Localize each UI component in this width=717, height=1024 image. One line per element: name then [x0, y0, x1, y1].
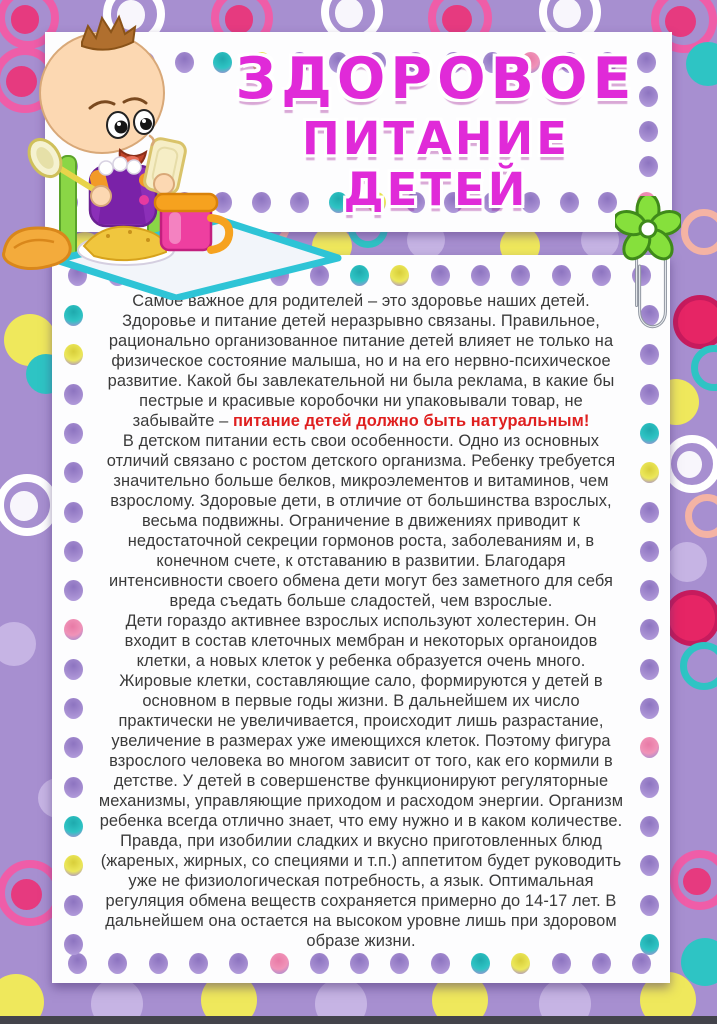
punched-hole — [350, 953, 369, 974]
punched-hole — [64, 855, 83, 876]
punched-hole — [640, 423, 659, 444]
punched-hole — [64, 580, 83, 601]
accent-text: питание детей должно быть натуральным! — [233, 412, 590, 430]
text-run: Дети гораздо активнее взрослых используют холестерин. Он входит в состав клеточных мембран и некоторых органоидов клетки, а новых клеток у ребенка образуется очень много. Жировые клетки, составляющие сало, формируются у детей в основном в первые годы жизни. В дальнейшем их число практически не увеличивается, происходит лишь разрастание, увеличение в размерах уже имеющихся клеток. Поэтому фигура взрослого человека во многом зависит от того, как его кормили в детстве. У детей в совершенстве функционируют регуляторные механизмы, управляющие приходом и расходом энергии. Организм ребенка всегда отлично знает, что ему нужно и в каком количестве. Правда, при изобилии сладких и вкусно приготовленных блюд (жареных, жирных, со специями и т.п.) аппетитом будет руководить уже не физиологическая потребность, а язык. Оптимальная регуляция обмена веществ сохраняется примерно до 14-17 лет. В дальнейшем она остается на высоком уровне лишь при здоровом образе жизни. — [98, 612, 624, 949]
punched-hole — [552, 265, 571, 286]
punched-hole — [640, 737, 659, 758]
background-dot — [667, 542, 707, 582]
punched-hole — [64, 541, 83, 562]
punched-hole — [431, 265, 450, 286]
punched-hole — [640, 502, 659, 523]
text-run: В детском питании есть свои особенности. Одно из основных отличий связано с ростом детского организма. Ребенку требуется значительно больше белков, микроэлементов и витаминов, чем взрослому. Здоровые дети, в отличие от большинства взрослых, весьма подвижны. Ограничение в движениях приводит к недостаточной секреции гормонов роста, заболеваниям и, в конечном счете, к отставанию в развитии. Благодаря интенсивности своего обмена дети могут без заметного для себя вреда съедать больше сладостей, чем взрослые. — [106, 432, 616, 610]
punched-hole — [64, 934, 83, 955]
punched-hole — [640, 698, 659, 719]
punched-hole — [64, 423, 83, 444]
background-dot — [686, 42, 717, 86]
punched-hole — [431, 953, 450, 974]
punched-hole — [350, 265, 369, 286]
punched-hole — [64, 777, 83, 798]
punched-hole — [310, 953, 329, 974]
poster-title-line1: ЗДОРОВОЕ — [235, 46, 637, 112]
punched-hole — [390, 953, 409, 974]
punched-hole — [552, 953, 571, 974]
background-dot — [670, 850, 717, 910]
punched-hole — [632, 953, 651, 974]
bottom-edge-strip — [0, 1016, 717, 1024]
punched-hole — [189, 953, 208, 974]
background-dot — [691, 345, 717, 391]
punched-hole — [64, 895, 83, 916]
background-dot — [673, 295, 717, 349]
paragraph — [98, 291, 624, 431]
punched-hole — [640, 541, 659, 562]
punched-hole — [64, 502, 83, 523]
punched-hole — [640, 777, 659, 798]
background-dot — [663, 435, 717, 493]
punched-hole — [64, 698, 83, 719]
punched-hole — [592, 265, 611, 286]
punched-hole — [640, 462, 659, 483]
punched-hole — [471, 265, 490, 286]
punched-hole — [511, 265, 530, 286]
punched-hole — [390, 265, 409, 286]
punched-hole — [592, 953, 611, 974]
punched-hole — [108, 953, 127, 974]
paragraph — [98, 431, 624, 611]
poster-title-line2: ПИТАНИЕ ДЕТЕЙ — [302, 111, 570, 217]
punched-hole — [640, 344, 659, 365]
punched-hole — [640, 659, 659, 680]
punched-hole — [511, 953, 530, 974]
punched-hole — [640, 384, 659, 405]
punched-hole — [640, 855, 659, 876]
text-run: Самое важное для родителей – это здоровье наших детей. Здоровье и питание детей неразрывно связаны. Правильное, рационально организованное питание детей влияет не только на физическое состояние малыша, но и на его нервно-психическое развитие. Какой бы завлекательной ни была реклама, в какие бы пестрые и красивые коробочки ни упаковывали товар, не забывайте – — [107, 292, 615, 430]
punched-hole — [64, 462, 83, 483]
background-dot — [664, 590, 717, 646]
background-dot — [685, 494, 717, 538]
punched-hole — [149, 953, 168, 974]
punched-hole — [64, 384, 83, 405]
paragraph — [98, 611, 624, 949]
punched-hole — [640, 580, 659, 601]
punched-hole — [64, 305, 83, 326]
punched-hole — [68, 953, 87, 974]
punched-hole — [640, 934, 659, 955]
punched-hole — [64, 619, 83, 640]
background-dot — [680, 642, 717, 690]
text-card — [52, 255, 670, 983]
punched-hole — [270, 953, 289, 974]
punched-hole — [640, 895, 659, 916]
flower-icon — [615, 196, 681, 262]
punched-hole — [64, 816, 83, 837]
punched-hole — [640, 619, 659, 640]
punched-hole — [229, 953, 248, 974]
punched-hole — [64, 737, 83, 758]
background-dot — [681, 209, 717, 255]
punched-hole — [64, 659, 83, 680]
article-text — [98, 291, 624, 949]
background-dot — [0, 622, 36, 666]
background-dot — [0, 474, 58, 536]
punched-hole — [471, 953, 490, 974]
punched-hole — [640, 816, 659, 837]
baby-illustration — [0, 8, 350, 300]
punched-hole — [64, 344, 83, 365]
